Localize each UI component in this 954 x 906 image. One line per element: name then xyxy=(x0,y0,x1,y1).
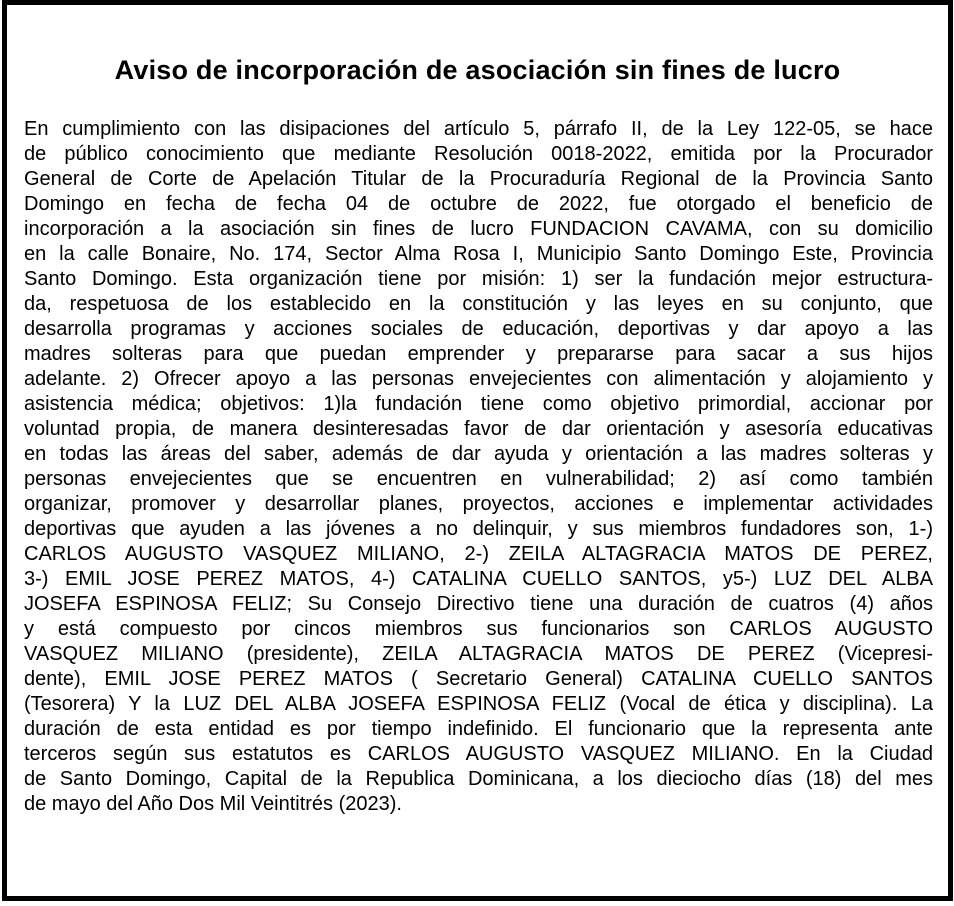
notice-title: Aviso de incorporación de asociación sin fines de lucro xyxy=(114,55,841,85)
body-line: (Tesorera) Y la LUZ DEL ALBA JOSEFA ESPINOSA FELIZ (Vocal de ética y disciplina). La xyxy=(24,693,933,715)
body-line: dente), EMIL JOSE PEREZ MATOS ( Secretario General) CATALINA CUELLO SANTOS xyxy=(24,668,933,690)
body-line: asistencia médica; objetivos: 1)la fundación tiene como objetivo primordial, accionar por xyxy=(24,393,933,415)
body-line: General de Corte de Apelación Titular de la Procuraduría Regional de la Provincia Santo xyxy=(24,168,933,190)
body-line: deportivas que ayuden a las jóvenes a no delinquir, y sus miembros fundadores son, 1-) xyxy=(24,518,933,540)
body-line: Santo Domingo. Esta organización tiene por misión: 1) ser la fundación mejor estructura- xyxy=(24,268,933,290)
body-line: incorporación a la asociación sin fines de lucro FUNDACION CAVAMA, con su domicilio xyxy=(24,218,933,240)
body-line: En cumplimiento con las disipaciones del artículo 5, párrafo II, de la Ley 122-05, se hace xyxy=(24,118,933,140)
body-line: Domingo en fecha de fecha 04 de octubre de 2022, fue otorgado el beneficio de xyxy=(24,193,933,215)
body-line: CARLOS AUGUSTO VASQUEZ MILIANO, 2-) ZEILA ALTAGRACIA MATOS DE PEREZ, xyxy=(24,543,933,565)
body-line: de mayo del Año Dos Mil Veintitrés (2023). xyxy=(24,793,402,815)
notice-body xyxy=(7,117,948,817)
body-line: duración de esta entidad es por tiempo indefinido. El funcionario que la representa ante xyxy=(24,718,933,740)
body-line: 3-) EMIL JOSE PEREZ MATOS, 4-) CATALINA CUELLO SANTOS, y5-) LUZ DEL ALBA xyxy=(24,568,933,590)
body-line: desarrolla programas y acciones sociales de educación, deportivas y dar apoyo a las xyxy=(24,318,933,340)
body-line: VASQUEZ MILIANO (presidente), ZEILA ALTAGRACIA MATOS DE PEREZ (Vicepresi- xyxy=(24,643,933,665)
body-line: en todas las áreas del saber, además de dar ayuda y orientación a las madres solteras y xyxy=(24,443,933,465)
body-line: y está compuesto por cincos miembros sus funcionarios son CARLOS AUGUSTO xyxy=(24,618,933,640)
body-line: en la calle Bonaire, No. 174, Sector Alma Rosa I, Municipio Santo Domingo Este, Provincia xyxy=(24,243,933,265)
body-line: organizar, promover y desarrollar planes, proyectos, acciones e implementar actividades xyxy=(24,493,933,515)
body-line: de Santo Domingo, Capital de la Republica Dominicana, a los dieciocho días (18) del mes xyxy=(24,768,933,790)
body-line: da, respetuosa de los establecido en la constitución y las leyes en su conjunto, que xyxy=(24,293,933,315)
body-line: adelante. 2) Ofrecer apoyo a las personas envejecientes con alimentación y alojamiento y xyxy=(24,368,933,390)
notice-document xyxy=(2,0,953,901)
body-line: personas envejecientes que se encuentren en vulnerabilidad; 2) así como también xyxy=(24,468,933,490)
body-line: de público conocimiento que mediante Resolución 0018-2022, emitida por la Procurador xyxy=(24,143,933,165)
body-line: terceros según sus estatutos es CARLOS AUGUSTO VASQUEZ MILIANO. En la Ciudad xyxy=(24,743,933,765)
body-line: madres solteras para que puedan emprender y prepararse para sacar a sus hijos xyxy=(24,343,933,365)
body-line: JOSEFA ESPINOSA FELIZ; Su Consejo Directivo tiene una duración de cuatros (4) años xyxy=(24,593,933,615)
body-line: voluntad propia, de manera desinteresadas favor de dar orientación y asesoría educativas xyxy=(24,418,933,440)
